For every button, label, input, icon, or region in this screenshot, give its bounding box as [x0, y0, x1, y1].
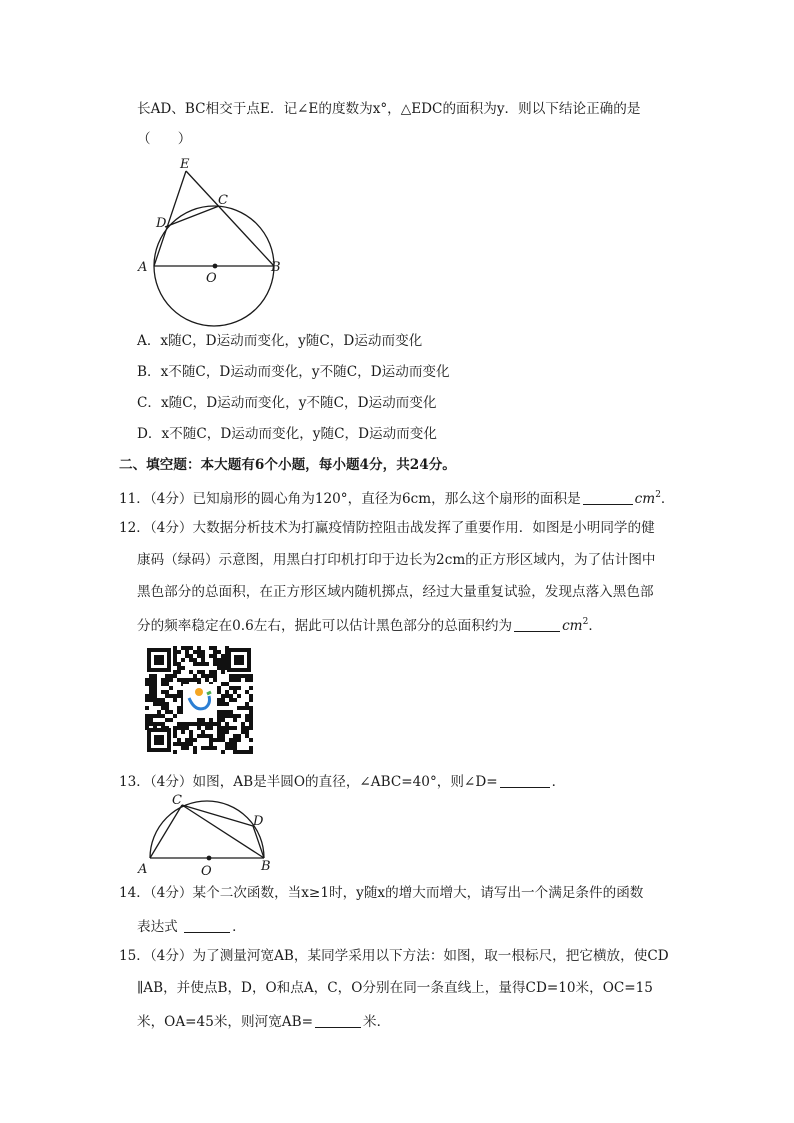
q12-line4: 分的频率稳定在0.6左右，据此可以估计黑色部分的总面积约为 — [137, 618, 513, 634]
q13-line — [119, 773, 565, 790]
q12-line4-wrap — [137, 617, 602, 634]
chord-cd — [182, 805, 253, 826]
q12-unit: cm — [562, 618, 583, 634]
q15-line1: 15．（4分）为了测量河宽AB，某同学采用以下方法：如图，取一根标尺，把它横放，使CD — [119, 948, 669, 964]
q11-answer-blank[interactable] — [583, 490, 633, 505]
q11-unit-sup: 2 — [655, 490, 661, 500]
label-c: C — [218, 193, 228, 208]
q13-semicircle-figure — [135, 792, 280, 877]
label-d: D — [156, 216, 167, 231]
q10-option-b: B．x不随C，D运动而变化，y不随C，D运动而变化 — [137, 364, 450, 380]
q12-line3: 黑色部分的总面积，在正方形区域内随机掷点，经过大量重复试验，发现点落入黑色部 — [137, 584, 654, 600]
q14-line2-prefix: 表达式 — [137, 919, 178, 935]
q15-line3-prefix: 米，OA=45米，则河宽AB= — [137, 1014, 314, 1030]
q15-line2: ∥AB，并使点B，D，O和点A，C，O分别在同一条直线上，量得CD=10米，OC=15 — [137, 980, 653, 996]
q15-line3 — [137, 1013, 390, 1030]
q13-end: ． — [551, 774, 566, 790]
center-point-o — [207, 856, 212, 861]
q10-answer-bracket: （ ） — [137, 131, 192, 147]
q10-option-c: C．x随C，D运动而变化，y不随C，D运动而变化 — [137, 395, 437, 411]
chord-ac — [150, 805, 182, 858]
q13-text: 13．（4分）如图，AB是半圆O的直径，∠ABC=40°，则∠D= — [119, 774, 498, 790]
label-b: B — [271, 260, 281, 275]
q11-line — [119, 490, 675, 507]
q15-line3-suffix: 米． — [363, 1014, 391, 1030]
q10-option-a: A．x随C，D运动而变化，y随C，D运动而变化 — [137, 333, 423, 349]
q12-line2: 康码（绿码）示意图，用黑白打印机打印于边长为2cm的正方形区域内，为了估计图中 — [137, 552, 656, 568]
label-b: B — [261, 859, 271, 874]
q12-unit-sup: 2 — [582, 617, 589, 627]
q15-answer-blank[interactable] — [315, 1013, 361, 1028]
q10-text-line1: 长AD、BC相交于点E．记∠E的度数为x°，△EDC的面积为y．则以下结论正确的是 — [137, 101, 641, 117]
q14-line1: 14．（4分）某个二次函数，当x≥1时，y随x的增大而增大，请写出一个满足条件的函数 — [119, 885, 644, 901]
q10-option-d: D．x不随C，D运动而变化，y随C，D运动而变化 — [137, 426, 437, 442]
q14-answer-blank[interactable] — [184, 918, 230, 933]
label-d: D — [253, 814, 264, 829]
q10-circle-figure — [130, 150, 300, 330]
label-a: A — [138, 862, 148, 877]
q12-answer-blank[interactable] — [514, 617, 560, 632]
label-a: A — [138, 260, 148, 275]
label-o: O — [201, 864, 212, 877]
label-o: O — [206, 271, 217, 286]
chord-cb — [182, 805, 264, 858]
section2-heading: 二、填空题：本大题有6个小题，每小题4分，共24分。 — [119, 457, 456, 473]
q12-end: ． — [588, 618, 602, 634]
health-code-qr-image — [145, 646, 253, 754]
label-e: E — [180, 157, 190, 172]
label-c: C — [172, 793, 182, 808]
center-point-o — [213, 264, 218, 269]
q14-line2 — [137, 918, 246, 935]
q11-text: 11．（4分）已知扇形的圆心角为120°，直径为6cm，那么这个扇形的面积是 — [119, 491, 581, 507]
q14-end: ． — [232, 919, 246, 935]
line-be — [186, 171, 274, 266]
q13-answer-blank[interactable] — [500, 773, 550, 788]
q12-line1: 12．（4分）大数据分析技术为打赢疫情防控阻击战发挥了重要作用．如图是小明同学的健 — [119, 520, 655, 536]
q11-end: ． — [660, 491, 675, 507]
q11-unit: cm — [634, 491, 656, 507]
